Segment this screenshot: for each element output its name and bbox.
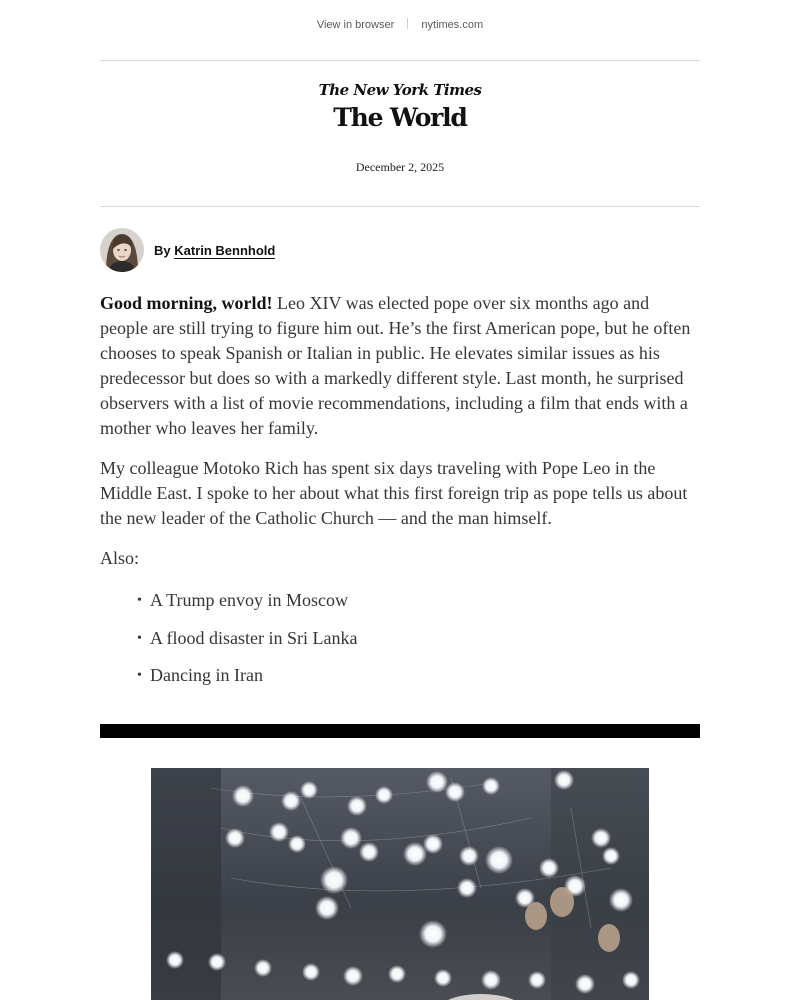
lead-photo[interactable] bbox=[151, 768, 649, 1000]
list-item-text: A Trump envoy in Moscow bbox=[150, 590, 349, 610]
header-divider bbox=[100, 60, 700, 61]
also-label: Also: bbox=[100, 548, 140, 568]
nytimes-link[interactable]: nytimes.com bbox=[421, 19, 484, 31]
issue-date: December 2, 2025 bbox=[355, 160, 445, 174]
author-avatar bbox=[100, 228, 144, 272]
section-divider-bar bbox=[100, 724, 700, 738]
nyt-logo[interactable]: The New York Times bbox=[318, 81, 482, 99]
newsletter-title: The World bbox=[333, 103, 467, 132]
masthead bbox=[100, 80, 700, 133]
greeting: Good morning, world! bbox=[100, 293, 273, 313]
byline bbox=[100, 228, 275, 272]
bullet-dot: • bbox=[137, 668, 142, 683]
list-item bbox=[100, 588, 700, 613]
byline-text bbox=[154, 243, 275, 258]
bullet-dot: • bbox=[137, 630, 142, 646]
date-divider bbox=[100, 206, 700, 207]
link-separator bbox=[407, 18, 408, 29]
intro-paragraph bbox=[100, 291, 700, 441]
list-item-text: A flood disaster in Sri Lanka bbox=[150, 627, 358, 648]
list-item bbox=[100, 663, 700, 688]
headline-list bbox=[100, 588, 700, 701]
author-link[interactable]: Katrin Bennhold bbox=[174, 242, 276, 258]
list-item-text: Dancing in Iran bbox=[150, 665, 263, 685]
byline-prefix: By bbox=[154, 242, 171, 258]
email-top-links bbox=[0, 17, 800, 33]
second-paragraph: My colleague Motoko Rich has spent six days traveling with Pope Leo in the Middle East. I spoke to her about what this first foreign trip as pope tells us about the new leader of the Catholic Church — and the man himself. bbox=[100, 458, 688, 528]
view-in-browser-link[interactable]: View in browser bbox=[316, 19, 395, 31]
list-item bbox=[100, 626, 700, 651]
intro-text: Leo XIV was elected pope over six months ago and people are still trying to figure him out. He’s the first American pope, but he often chooses to speak Spanish or Italian in public. He elevates similar issues as his predecessor but does so with a markedly different style. Last month, he surprised observers with a list of movie recommendations, including a film that ends with a mother who leaves her family. bbox=[100, 293, 691, 438]
bullet-dot: • bbox=[137, 593, 142, 608]
